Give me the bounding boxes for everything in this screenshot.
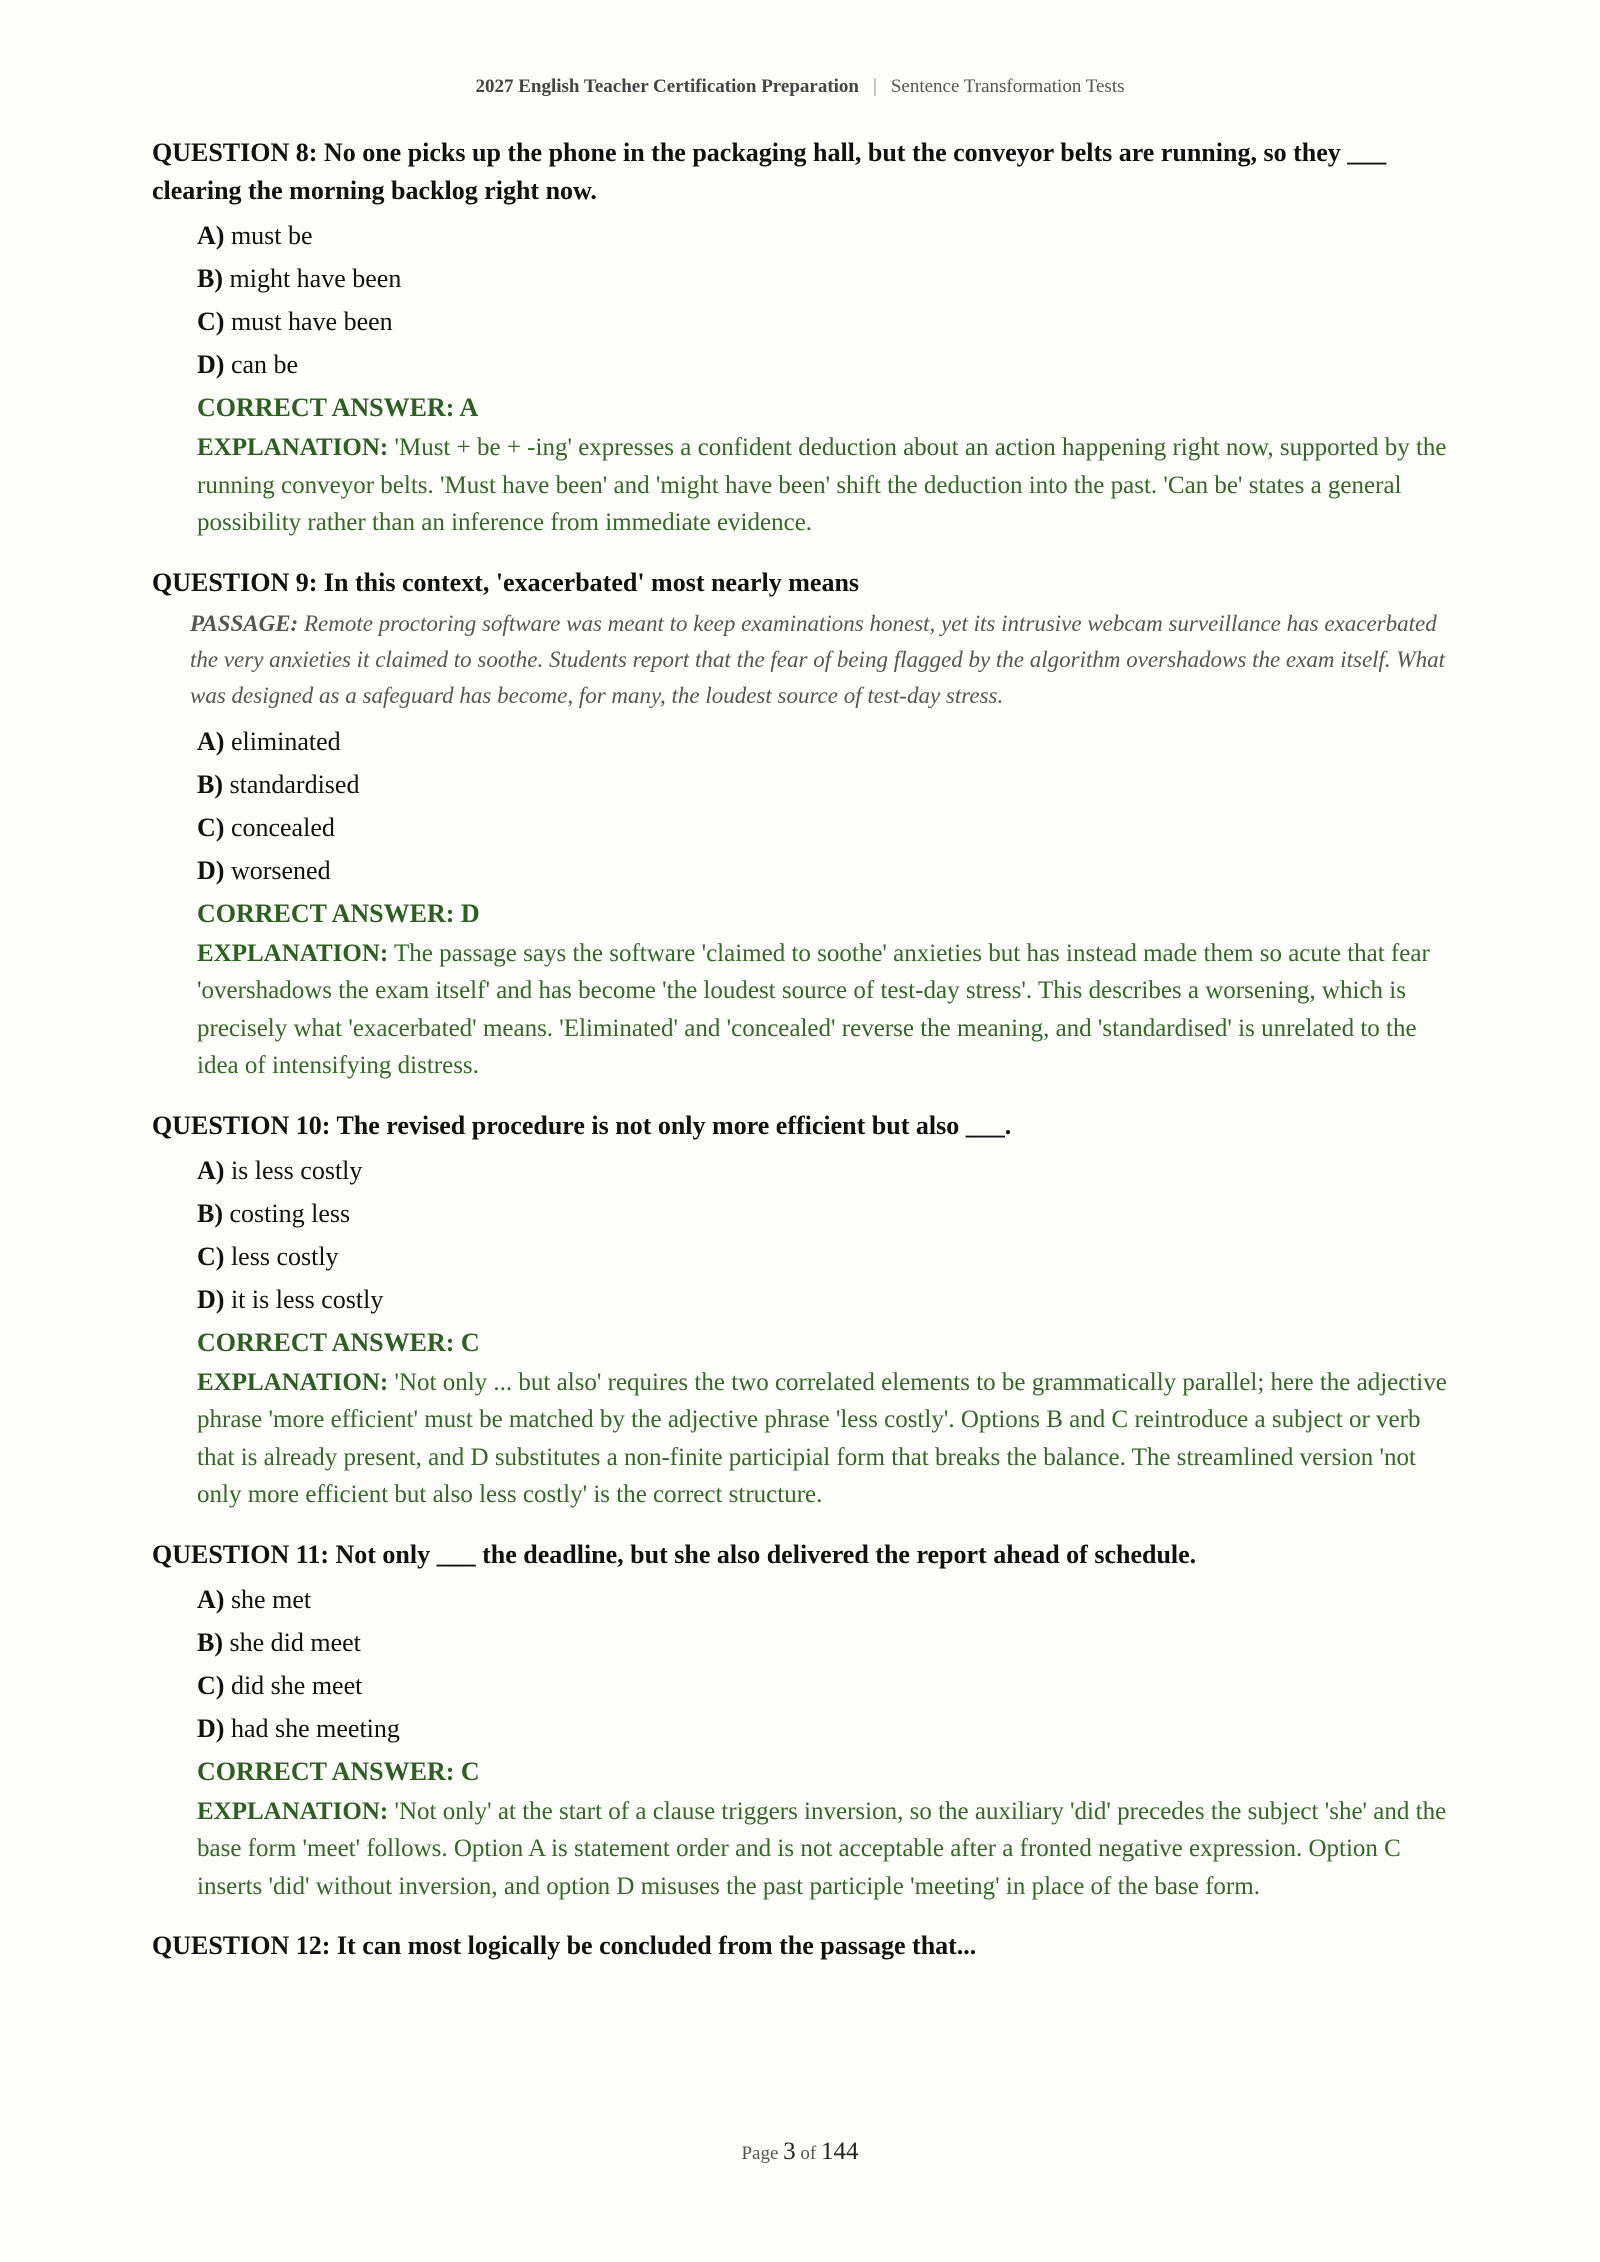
explanation-label: EXPLANATION:: [197, 1797, 389, 1825]
explanation: [197, 1364, 1452, 1514]
option-c: [197, 806, 1452, 849]
page-footer: [0, 2138, 1600, 2166]
question-prompt: [152, 1927, 1452, 1965]
explanation-label: EXPLANATION:: [197, 939, 389, 967]
total-pages: 144: [821, 2138, 859, 2165]
question-label: QUESTION 11:: [152, 1539, 329, 1569]
question-label: QUESTION 10:: [152, 1110, 331, 1140]
options-list: [197, 720, 1452, 892]
option-letter: D): [197, 1284, 225, 1314]
option-text: less costly: [230, 1241, 339, 1271]
explanation-label: EXPLANATION:: [197, 1368, 389, 1396]
question-label: QUESTION 9:: [152, 567, 318, 597]
option-letter: A): [197, 1155, 225, 1185]
question-prompt: [152, 564, 1452, 602]
explanation-text: 'Not only ... but also' requires the two correlated elements to be grammatically parallel; here the adjective phrase 'more efficient' must be matched by the adjective phrase 'less costly'. Options B and C reintroduce a subject or verb that is already present, and D substitutes a non-finite participial form that breaks the balance. The streamlined version 'not only more efficient but also less costly' is the correct structure.: [197, 1368, 1447, 1508]
explanation-text: The passage says the software 'claimed to soothe' anxieties but has instead made them so acute that fear 'overshadows the exam itself' and has become 'the loudest source of test-day stress'. This describes a worsening, which is precisely what 'exacerbated' means. 'Eliminated' and 'concealed' reverse the meaning, and 'standardised' is unrelated to the idea of intensifying distress.: [197, 939, 1430, 1079]
question-10: [152, 1107, 1452, 1514]
question-text: It can most logically be concluded from the passage that...: [336, 1931, 977, 1960]
option-letter: A): [197, 726, 225, 756]
options-list: [197, 214, 1452, 386]
explanation-text: 'Must + be + -ing' expresses a confident deduction about an action happening right now, supported by the running conveyor belts. 'Must have been' and 'might have been' shift the deduction into the past. 'Can be' states a general possibility rather than an inference from immediate evidence.: [197, 434, 1447, 536]
explanation: [197, 429, 1452, 542]
of-word: of: [800, 2143, 817, 2164]
question-prompt: [152, 1536, 1452, 1574]
question-12: [152, 1927, 1452, 1965]
option-letter: A): [197, 1584, 225, 1614]
option-d: [197, 1278, 1452, 1321]
option-text: eliminated: [230, 726, 341, 756]
passage-label: PASSAGE:: [190, 610, 299, 636]
option-b: [197, 1621, 1452, 1664]
option-text: costing less: [229, 1198, 351, 1228]
option-text: had she meeting: [230, 1713, 400, 1743]
page-word: Page: [741, 2143, 779, 2164]
option-letter: B): [197, 769, 223, 799]
option-text: it is less costly: [230, 1284, 384, 1314]
option-a: [197, 1149, 1452, 1192]
page-number: 3: [783, 2138, 796, 2165]
question-8: [152, 134, 1452, 542]
option-text: worsened: [230, 855, 331, 885]
question-text: The revised procedure is not only more efficient but also ___.: [336, 1110, 1012, 1140]
option-a: [197, 214, 1452, 257]
options-list: [197, 1578, 1452, 1750]
option-b: [197, 257, 1452, 300]
option-letter: B): [197, 1627, 223, 1657]
header-subtitle: Sentence Transformation Tests: [890, 76, 1125, 97]
question-prompt: [152, 134, 1452, 210]
question-label: QUESTION 12:: [152, 1931, 331, 1960]
option-text: standardised: [229, 769, 360, 799]
question-9: [152, 564, 1452, 1085]
option-letter: B): [197, 264, 223, 293]
option-a: [197, 1578, 1452, 1621]
option-letter: C): [197, 307, 225, 336]
option-text: might have been: [229, 264, 402, 293]
option-c: [197, 1235, 1452, 1278]
passage-text: Remote proctoring software was meant to keep examinations honest, yet its intrusive webcam surveillance has exacerbated the very anxieties it claimed to soothe. Students report that the fear of being flagged by the algorithm overshadows the exam itself. What was designed as a safeguard has become, for many, the loudest source of test-day stress.: [190, 610, 1445, 708]
passage: [190, 606, 1452, 714]
option-letter: C): [197, 1670, 225, 1700]
option-b: [197, 1192, 1452, 1235]
question-text: No one picks up the phone in the packaging hall, but the conveyor belts are running, so they ___ clearing the morning backlog right now.: [152, 138, 1387, 205]
option-d: [197, 849, 1452, 892]
page-header: [0, 76, 1600, 98]
option-text: she met: [230, 1584, 312, 1614]
option-c: [197, 1664, 1452, 1707]
option-letter: B): [197, 1198, 223, 1228]
option-letter: C): [197, 812, 225, 842]
correct-answer: CORRECT ANSWER: A: [197, 393, 479, 422]
option-text: must have been: [230, 307, 393, 336]
option-d: [197, 343, 1452, 386]
option-text: is less costly: [230, 1155, 363, 1185]
options-list: [197, 1149, 1452, 1321]
option-text: she did meet: [229, 1627, 361, 1657]
option-d: [197, 1707, 1452, 1750]
option-letter: A): [197, 221, 225, 250]
option-text: must be: [230, 221, 313, 250]
option-letter: D): [197, 1713, 225, 1743]
option-text: did she meet: [230, 1670, 363, 1700]
option-b: [197, 763, 1452, 806]
option-letter: C): [197, 1241, 225, 1271]
option-text: concealed: [230, 812, 335, 842]
option-c: [197, 300, 1452, 343]
explanation: [197, 1793, 1452, 1906]
option-letter: D): [197, 350, 225, 379]
explanation: [197, 935, 1452, 1085]
header-title: 2027 English Teacher Certification Preparation: [475, 76, 859, 97]
option-text: can be: [230, 350, 299, 379]
question-text: Not only ___ the deadline, but she also delivered the report ahead of schedule.: [335, 1539, 1197, 1569]
explanation-label: EXPLANATION:: [197, 434, 389, 461]
question-11: [152, 1536, 1452, 1906]
option-a: [197, 720, 1452, 763]
correct-answer: CORRECT ANSWER: C: [197, 1327, 480, 1357]
question-label: QUESTION 8:: [152, 138, 318, 167]
explanation-text: 'Not only' at the start of a clause triggers inversion, so the auxiliary 'did' precedes the subject 'she' and the base form 'meet' follows. Option A is statement order and is not acceptable after a fronted negative expression. Option C inserts 'did' without inversion, and option D misuses the past participle 'meeting' in place of the base form.: [197, 1797, 1447, 1900]
question-prompt: [152, 1107, 1452, 1145]
correct-answer: CORRECT ANSWER: C: [197, 1756, 480, 1786]
correct-answer: CORRECT ANSWER: D: [197, 898, 480, 928]
header-separator: |: [873, 76, 877, 97]
question-text: In this context, 'exacerbated' most nearly means: [323, 567, 860, 597]
option-letter: D): [197, 855, 225, 885]
question-list: [152, 134, 1452, 1987]
